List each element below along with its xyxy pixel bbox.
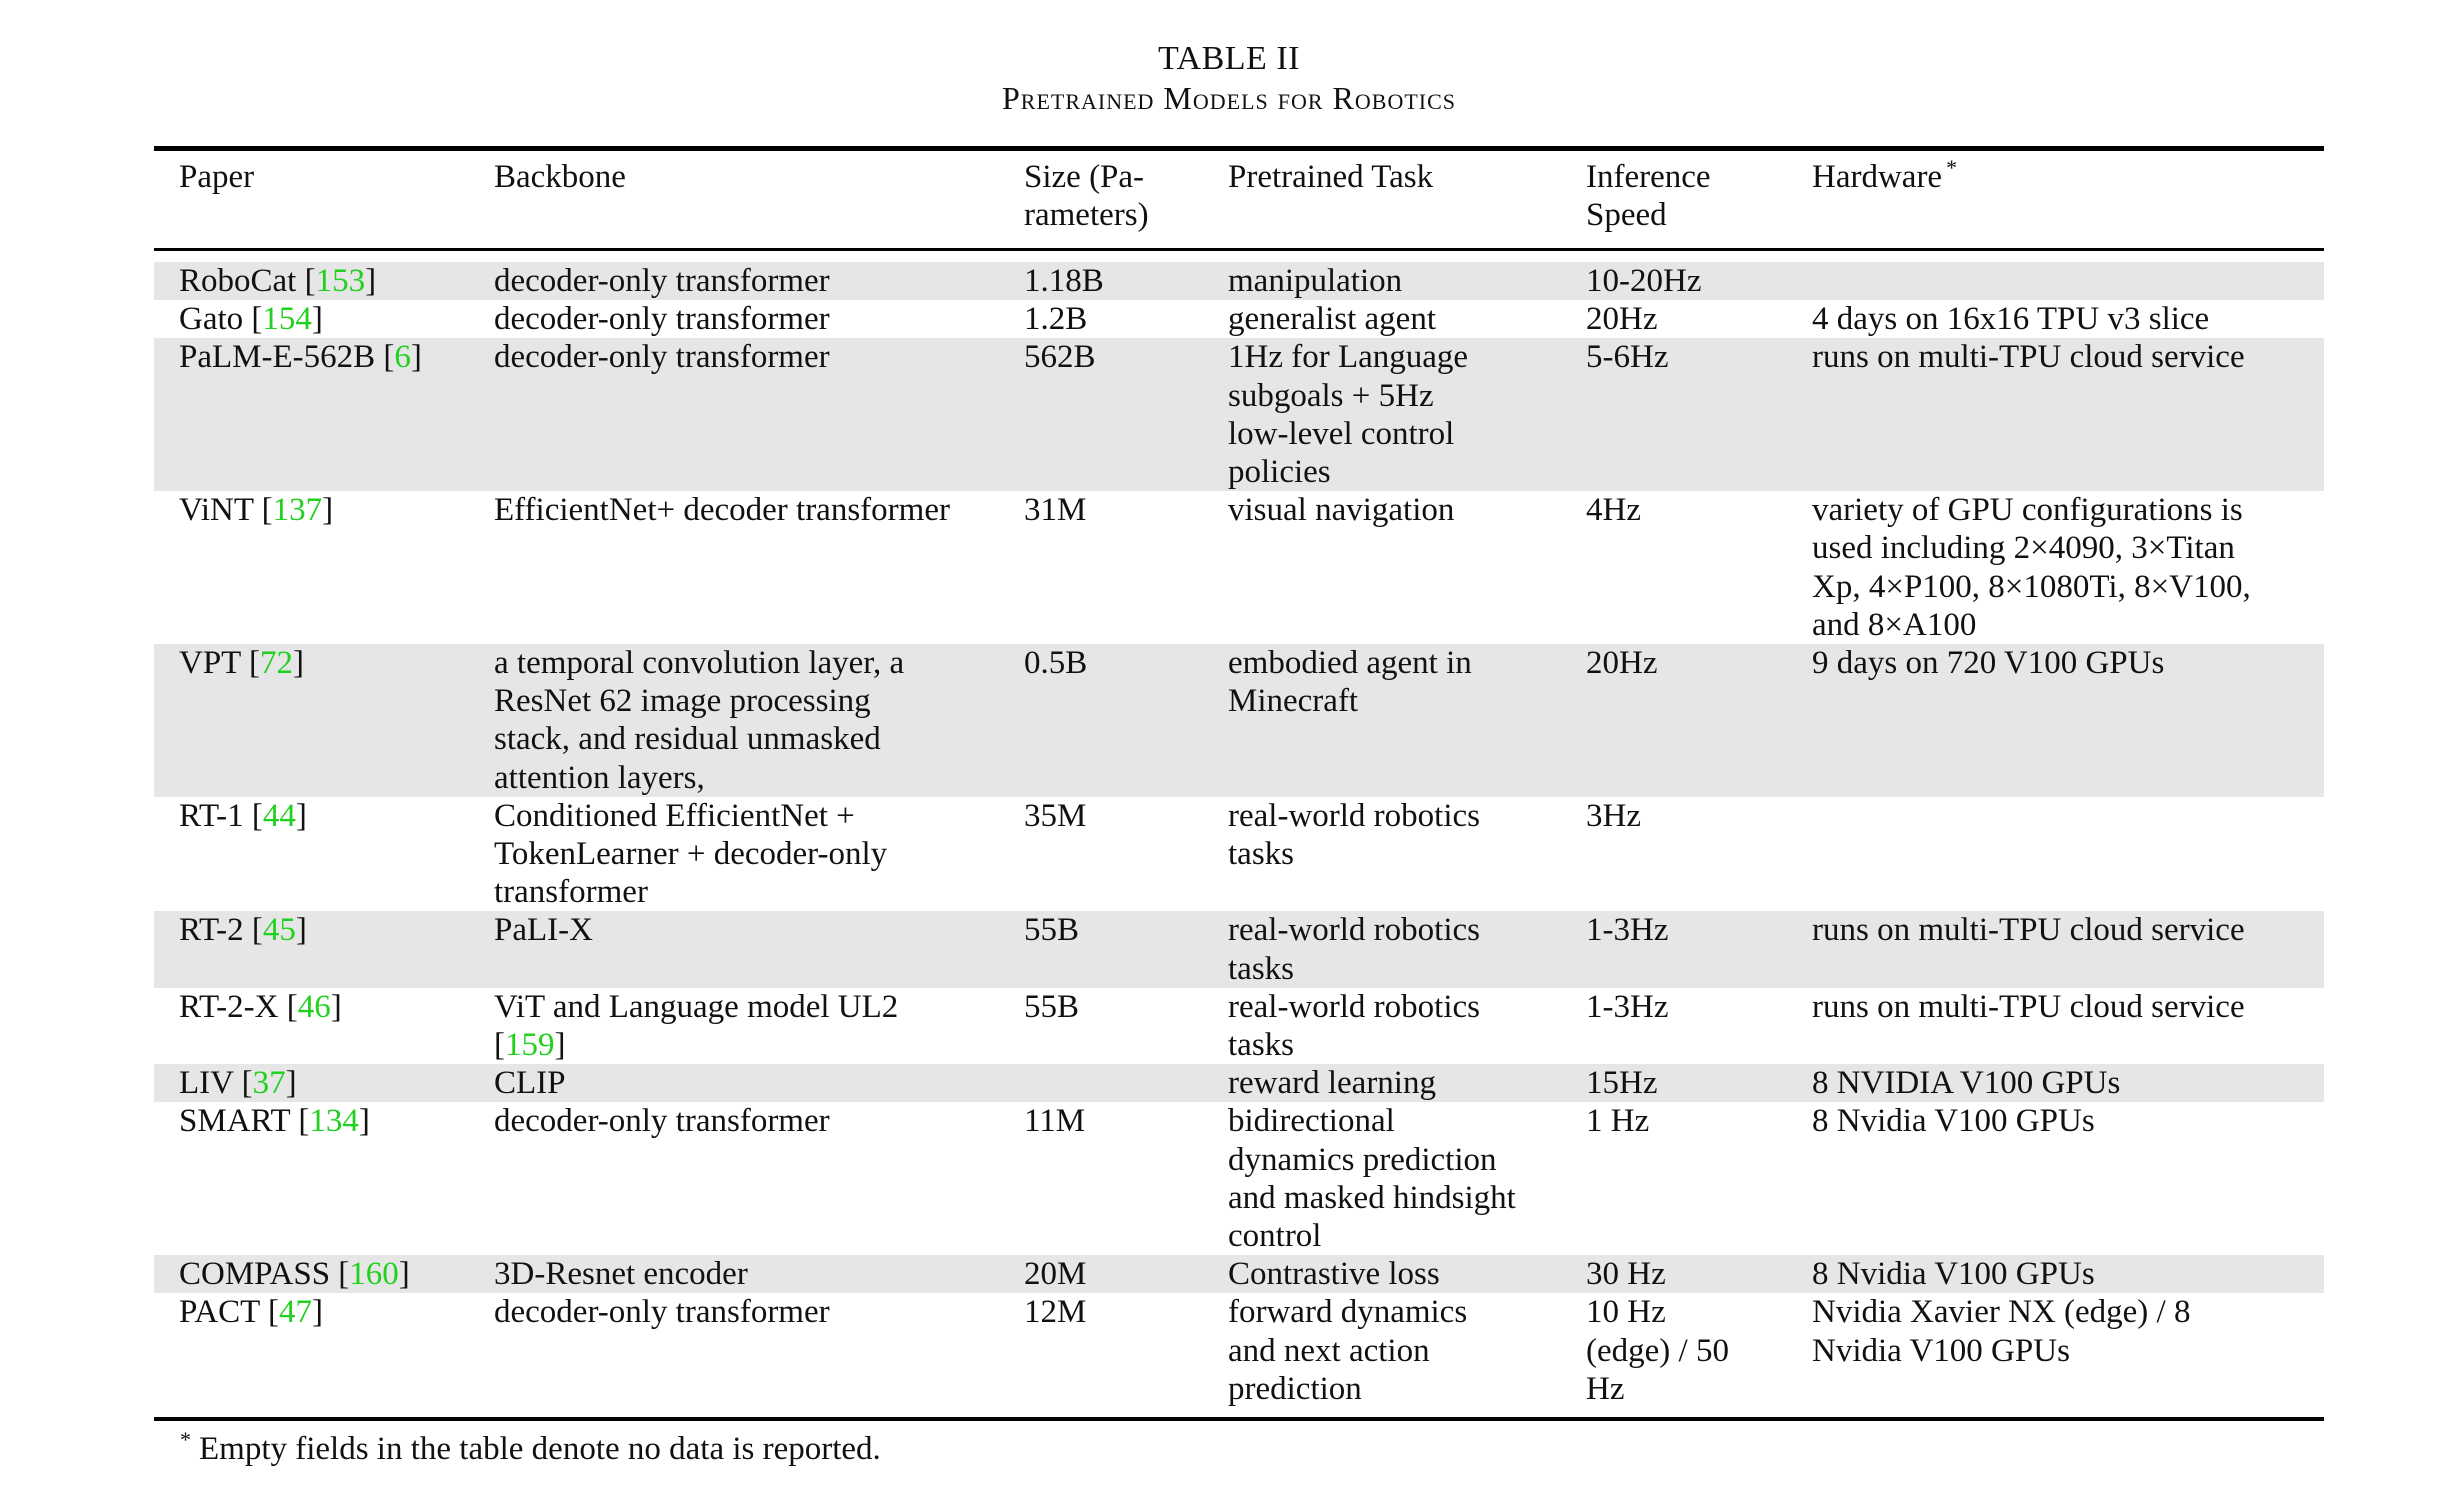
cell-task-line: and masked hindsight	[1228, 1179, 1516, 1216]
cell-hardware-line: and 8×A100	[1812, 606, 1977, 643]
cell-backbone-line: stack, and residual unmasked	[494, 721, 881, 758]
citation-link[interactable]: 134	[309, 1103, 359, 1140]
cell-backbone	[494, 911, 994, 949]
paper-name: LIV	[179, 1065, 234, 1102]
top-rule	[154, 146, 2324, 151]
cell-size: 20M	[1024, 1256, 1087, 1293]
cell-task	[1228, 262, 1538, 300]
cell-hardware-line: runs on multi-TPU cloud service	[1812, 339, 2245, 376]
table-row	[154, 797, 2324, 912]
cell-task-line: embodied agent in	[1228, 644, 1472, 681]
cell-backbone-line: attention layers,	[494, 759, 705, 796]
paper-name: VPT	[179, 644, 241, 681]
cell-speed-line: 1-3Hz	[1586, 988, 1669, 1025]
cell-task	[1228, 988, 1538, 1064]
cell-hardware-line: Xp, 4×P100, 8×1080Ti, 8×V100,	[1812, 568, 2251, 605]
cell-paper: RT-2-X [46]	[179, 988, 342, 1025]
cell-speed	[1586, 262, 1776, 300]
footnote-text: Empty fields in the table denote no data is reported.	[199, 1431, 881, 1467]
citation-link[interactable]: 6	[394, 339, 411, 376]
cell-backbone-line: 3D-Resnet encoder	[494, 1256, 748, 1293]
cell-speed	[1586, 1255, 1776, 1293]
cell-backbone-line: decoder-only transformer	[494, 339, 830, 376]
cell-size: 1.2B	[1024, 301, 1088, 338]
cell-hardware	[1812, 644, 2302, 682]
table-footnote	[180, 1422, 881, 1476]
cell-task-line: reward learning	[1228, 1065, 1436, 1102]
table-row	[154, 1255, 2324, 1293]
cell-size: 55B	[1024, 912, 1080, 949]
header-size-line1: Size (Pa-	[1024, 159, 1145, 195]
cell-backbone-line: decoder-only transformer	[494, 301, 830, 338]
cell-backbone-line: ViT and Language model UL2	[494, 988, 899, 1025]
cell-task-line: policies	[1228, 453, 1331, 490]
header-speed-line2: Speed	[1586, 197, 1667, 234]
cell-speed	[1586, 911, 1776, 949]
cell-size: 35M	[1024, 797, 1087, 834]
cell-hardware	[1812, 300, 2302, 338]
cell-paper: SMART [134]	[179, 1103, 370, 1140]
paper-name: RT-1	[179, 797, 244, 834]
cell-task-line: visual navigation	[1228, 492, 1455, 529]
cell-task	[1228, 911, 1538, 987]
cell-backbone	[494, 988, 994, 1064]
header-task: Pretrained Task	[1228, 159, 1434, 195]
table-header	[154, 155, 2324, 246]
cell-speed	[1586, 988, 1776, 1026]
cell-backbone-line: TokenLearner + decoder-only	[494, 835, 888, 872]
table-title: Pretrained Models for Robotics	[1001, 80, 1457, 116]
cell-size: 0.5B	[1024, 644, 1088, 681]
cell-speed-line: 10 Hz	[1586, 1294, 1666, 1331]
cell-task	[1228, 1255, 1538, 1293]
cell-task-line: real-world robotics	[1228, 912, 1480, 949]
cell-task-line: generalist agent	[1228, 301, 1436, 338]
cell-speed-line: 1 Hz	[1586, 1103, 1650, 1140]
cell-backbone	[494, 1102, 994, 1140]
header-hardware-mark: *	[1946, 155, 1958, 180]
header-paper: Paper	[179, 159, 255, 195]
paper-name: ViNT	[179, 492, 254, 529]
citation-link[interactable]: 46	[297, 988, 331, 1025]
cell-backbone-line: a temporal convolution layer, a	[494, 644, 905, 681]
cell-speed	[1586, 797, 1776, 835]
cell-hardware-line: 8 Nvidia V100 GPUs	[1812, 1103, 2095, 1140]
citation-link[interactable]: 72	[260, 644, 293, 681]
cell-task-line: low-level control	[1228, 415, 1455, 452]
cell-task-line: forward dynamics	[1228, 1294, 1468, 1331]
cell-hardware-line: used including 2×4090, 3×Titan	[1812, 530, 2235, 567]
citation-link[interactable]: 44	[262, 797, 296, 834]
cell-hardware-line: 4 days on 16x16 TPU v3 slice	[1812, 301, 2210, 338]
cell-backbone	[494, 1255, 994, 1293]
cell-task-line: dynamics prediction	[1228, 1141, 1497, 1178]
cell-backbone	[494, 491, 994, 529]
cell-speed	[1586, 1064, 1776, 1102]
cell-backbone	[494, 262, 994, 300]
cell-paper: RT-2 [45]	[179, 912, 307, 949]
cell-paper: PACT [47]	[179, 1294, 323, 1331]
cell-backbone-line: CLIP	[494, 1065, 566, 1102]
cell-hardware	[1812, 338, 2302, 376]
citation-link[interactable]: 153	[315, 263, 366, 299]
cell-hardware-line: 8 NVIDIA V100 GPUs	[1812, 1065, 2121, 1102]
cell-size: 562B	[1024, 339, 1096, 376]
header-backbone: Backbone	[494, 159, 626, 195]
cell-hardware-line: variety of GPU configurations is	[1812, 492, 2243, 529]
table-row	[154, 911, 2324, 987]
cell-task-line: control	[1228, 1217, 1322, 1254]
cell-hardware-line	[1812, 262, 2302, 300]
cell-speed-line: 15Hz	[1586, 1065, 1658, 1102]
cell-paper: RT-1 [44]	[179, 797, 307, 834]
cell-hardware	[1812, 262, 2302, 300]
cell-speed-line: Hz	[1586, 1370, 1625, 1407]
citation-link[interactable]: 160	[349, 1256, 399, 1293]
table-row	[154, 262, 2324, 300]
cell-backbone-line: [159]	[494, 1026, 566, 1063]
cell-paper: COMPASS [160]	[179, 1256, 410, 1293]
cell-task-line: real-world robotics	[1228, 988, 1480, 1025]
cell-paper: RoboCat [153]	[179, 263, 377, 299]
cell-task-line: tasks	[1228, 1026, 1294, 1063]
cell-speed	[1586, 300, 1776, 338]
cell-task	[1228, 1293, 1538, 1408]
cell-speed-line: 20Hz	[1586, 644, 1658, 681]
cell-hardware	[1812, 911, 2302, 949]
cell-task-line: tasks	[1228, 835, 1294, 872]
header-size	[1024, 158, 1174, 234]
cell-paper: LIV [37]	[179, 1065, 297, 1102]
table-row	[154, 644, 2324, 797]
cell-speed-line: (edge) / 50	[1586, 1332, 1729, 1369]
paper-name: PACT	[179, 1294, 260, 1331]
bottom-rule	[154, 1417, 2324, 1421]
cell-hardware	[1812, 1293, 2302, 1369]
cell-backbone-line: transformer	[494, 874, 648, 911]
cell-speed-line: 5-6Hz	[1586, 339, 1669, 376]
cell-backbone	[494, 797, 994, 912]
cell-backbone-line: decoder-only transformer	[494, 1103, 830, 1140]
cell-task-line: subgoals + 5Hz	[1228, 377, 1434, 414]
cell-hardware-line: Nvidia Xavier NX (edge) / 8	[1812, 1294, 2191, 1331]
cell-hardware	[1812, 491, 2302, 644]
cell-speed	[1586, 338, 1776, 376]
cell-speed-line: 20Hz	[1586, 301, 1658, 338]
cell-task-line: bidirectional	[1228, 1103, 1395, 1140]
header-size-line2: rameters)	[1024, 197, 1149, 234]
cell-hardware-line: Nvidia V100 GPUs	[1812, 1332, 2070, 1369]
table-body	[154, 262, 2324, 1408]
cell-size: 11M	[1024, 1103, 1086, 1140]
cell-hardware	[1812, 1102, 2302, 1140]
citation-link[interactable]: 47	[278, 1294, 312, 1331]
cell-backbone	[494, 1293, 994, 1331]
cell-backbone	[494, 1064, 994, 1102]
table-row	[154, 300, 2324, 338]
table-row	[154, 491, 2324, 644]
header-speed-line1: Inference	[1586, 159, 1711, 195]
cell-size: 1.18B	[1024, 263, 1104, 299]
cell-hardware-line: runs on multi-TPU cloud service	[1812, 912, 2245, 949]
paper-name: SMART	[179, 1103, 291, 1140]
cell-hardware-line: 9 days on 720 V100 GPUs	[1812, 644, 2165, 681]
cell-hardware-line: runs on multi-TPU cloud service	[1812, 988, 2245, 1025]
paper-name: RT-2-X	[179, 988, 279, 1025]
paper-name: COMPASS	[179, 1256, 331, 1293]
citation-link[interactable]: 154	[262, 301, 312, 338]
cell-speed-line: 10-20Hz	[1586, 263, 1702, 299]
cell-task-line: and next action	[1228, 1332, 1430, 1369]
cell-task	[1228, 1102, 1538, 1255]
cell-hardware	[1812, 797, 2302, 835]
cell-paper: VPT [72]	[179, 644, 304, 681]
footnote-mark: *	[180, 1427, 191, 1452]
cell-backbone	[494, 300, 994, 338]
cell-size: 12M	[1024, 1294, 1087, 1331]
cell-paper: ViNT [137]	[179, 492, 334, 529]
paper-name: Gato	[179, 301, 244, 338]
cell-task-line: manipulation	[1228, 263, 1403, 299]
table-row	[154, 1064, 2324, 1102]
cell-paper: PaLM-E-562B [6]	[179, 339, 422, 376]
cell-speed-line: 3Hz	[1586, 797, 1641, 834]
cell-backbone-line: ResNet 62 image processing	[494, 683, 871, 720]
cell-backbone-line: EfficientNet+ decoder transformer	[494, 492, 950, 529]
cell-task	[1228, 644, 1538, 720]
cell-task	[1228, 1064, 1538, 1102]
header-hardware	[1812, 155, 2302, 196]
cell-task-line: Contrastive loss	[1228, 1256, 1440, 1293]
cell-task	[1228, 338, 1538, 491]
cell-speed-line: 1-3Hz	[1586, 912, 1669, 949]
cell-task-line: 1Hz for Language	[1228, 339, 1469, 376]
cell-hardware-line	[1812, 797, 2302, 835]
citation-link[interactable]: 159	[505, 1026, 555, 1063]
table-row	[154, 338, 2324, 491]
cell-size: 31M	[1024, 492, 1087, 529]
table-number: TABLE II	[1158, 40, 1300, 77]
cell-task	[1228, 491, 1538, 529]
table-row	[154, 1293, 2324, 1408]
cell-hardware	[1812, 1255, 2302, 1293]
cell-backbone-line: decoder-only transformer	[494, 1294, 830, 1331]
cell-task-line: real-world robotics	[1228, 797, 1480, 834]
header-rule	[154, 248, 2324, 251]
citation-link[interactable]: 45	[262, 912, 296, 949]
cell-task	[1228, 300, 1538, 338]
cell-size: 55B	[1024, 988, 1080, 1025]
cell-speed-line: 4Hz	[1586, 492, 1641, 529]
cell-task-line: prediction	[1228, 1370, 1362, 1407]
cell-speed-line: 30 Hz	[1586, 1256, 1666, 1293]
cell-speed	[1586, 1102, 1776, 1140]
table-row	[154, 988, 2324, 1064]
cell-hardware-line: 8 Nvidia V100 GPUs	[1812, 1256, 2095, 1293]
paper-name: RoboCat	[179, 263, 297, 299]
cell-speed	[1586, 1293, 1776, 1408]
paper-name: PaLM-E-562B	[179, 339, 376, 376]
cell-hardware	[1812, 988, 2302, 1026]
header-speed	[1586, 158, 1776, 234]
cell-task-line: tasks	[1228, 950, 1294, 987]
header-hardware-label: Hardware	[1812, 159, 1943, 195]
cell-paper: Gato [154]	[179, 301, 323, 338]
cell-speed	[1586, 644, 1776, 682]
paper-name: RT-2	[179, 912, 244, 949]
cell-backbone	[494, 338, 994, 376]
citation-link[interactable]: 137	[272, 492, 323, 529]
cell-speed	[1586, 491, 1776, 529]
cell-task	[1228, 797, 1538, 873]
cell-hardware	[1812, 1064, 2302, 1102]
cell-backbone-line: PaLI-X	[494, 912, 593, 949]
citation-link[interactable]: 37	[252, 1065, 286, 1102]
cell-backbone	[494, 644, 994, 797]
cell-task-line: Minecraft	[1228, 683, 1359, 720]
cell-backbone-line: Conditioned EfficientNet +	[494, 797, 855, 834]
table-row	[154, 1102, 2324, 1255]
cell-backbone-line: decoder-only transformer	[494, 263, 830, 299]
